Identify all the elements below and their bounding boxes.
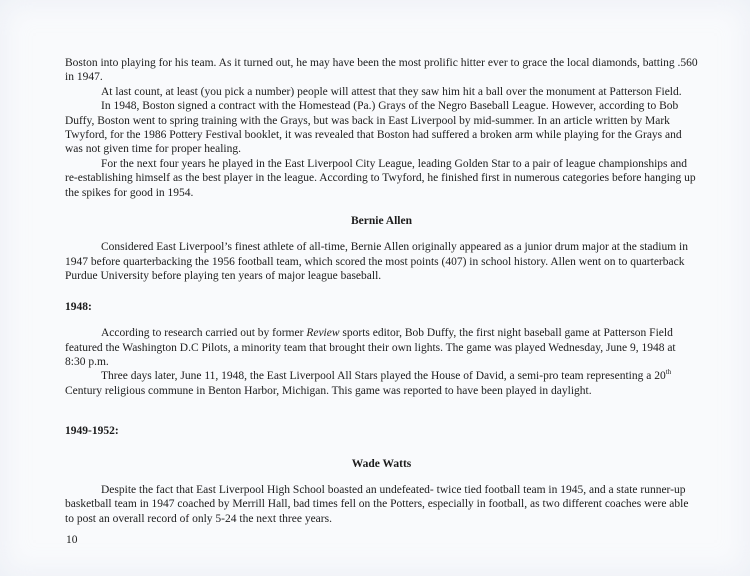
section-heading-bernie-allen: Bernie Allen — [350, 215, 412, 228]
body-paragraph: Despite the fact that East Liverpool High School boasted an undefeated- twice tied football team in 1945, and a state runner-up basketball team in 1947 coached by Merrill Hall, bad times fell on the Potters, especially in football, as two different coaches were able to post an overall record of only 5-24 the next three years. — [65, 483, 689, 525]
body-paragraph: Considered East Liverpool’s finest athlete of all-time, Bernie Allen originally appeared as a junior drum major at the stadium in 1947 before quarterbacking the 1956 football team, which scored the most points (407) in school history. Allen went on to quarterback Purdue University before playing ten years of major league baseball. — [65, 241, 688, 283]
section-heading-wade-watts: Wade Watts — [351, 457, 412, 470]
spacer — [65, 398, 698, 424]
text-run: According to research carried out by former — [101, 327, 307, 340]
year-heading-1948: 1948: — [65, 300, 92, 313]
spacer — [65, 314, 698, 326]
ordinal-superscript: th — [665, 368, 672, 377]
body-paragraph: For the next four years he played in the East Liverpool City League, leading Golden Star to a pair of league championships and re-establishing himself as the best player in the league. According to Twyford, he finished first in numerous categories before hanging up the spikes for good in 1954. — [65, 157, 696, 199]
body-paragraph — [65, 326, 698, 369]
body-paragraph — [65, 369, 698, 398]
text-run: Century religious commune in Benton Harbor, Michigan. This game was reported to have been played in daylight. — [65, 384, 592, 397]
publication-name: Review — [306, 327, 340, 340]
body-paragraph: In 1948, Boston signed a contract with the Homestead (Pa.) Grays of the Negro Baseball League. However, according to Bob Duffy, Boston went to spring training with the Grays, but was back in East Liverpool by mid-summer. In an article written by Mark Twyford, for the 1986 Pottery Festival booklet, it was revealed that Boston had suffered a broken arm while playing for the Grays and was not given time for proper healing. — [65, 100, 682, 156]
body-paragraph: At last count, at least (you pick a number) people will attest that they saw him hit a ball over the monument at Patterson Field. — [101, 85, 682, 98]
page-number: 10 — [66, 534, 78, 546]
year-heading-1949-1952: 1949-1952: — [65, 425, 119, 438]
text-run: Three days later, June 11, 1948, the East Liverpool All Stars played the House of David, a semi-pro team representing a 20 — [101, 370, 666, 383]
text-run: sports editor, Bob Duffy, the first night baseball game at Patterson Field featured the Washington D.C Pilots, a minority team that brought their own lights. The game was played Wednesday, June 9, 1948 at 8:30 p.m. — [65, 327, 676, 368]
page-content — [65, 56, 698, 526]
body-paragraph: Boston into playing for his team. As it turned out, he may have been the most prolific hitter ever to grace the local diamonds, batting .560 in 1947. — [65, 57, 698, 84]
